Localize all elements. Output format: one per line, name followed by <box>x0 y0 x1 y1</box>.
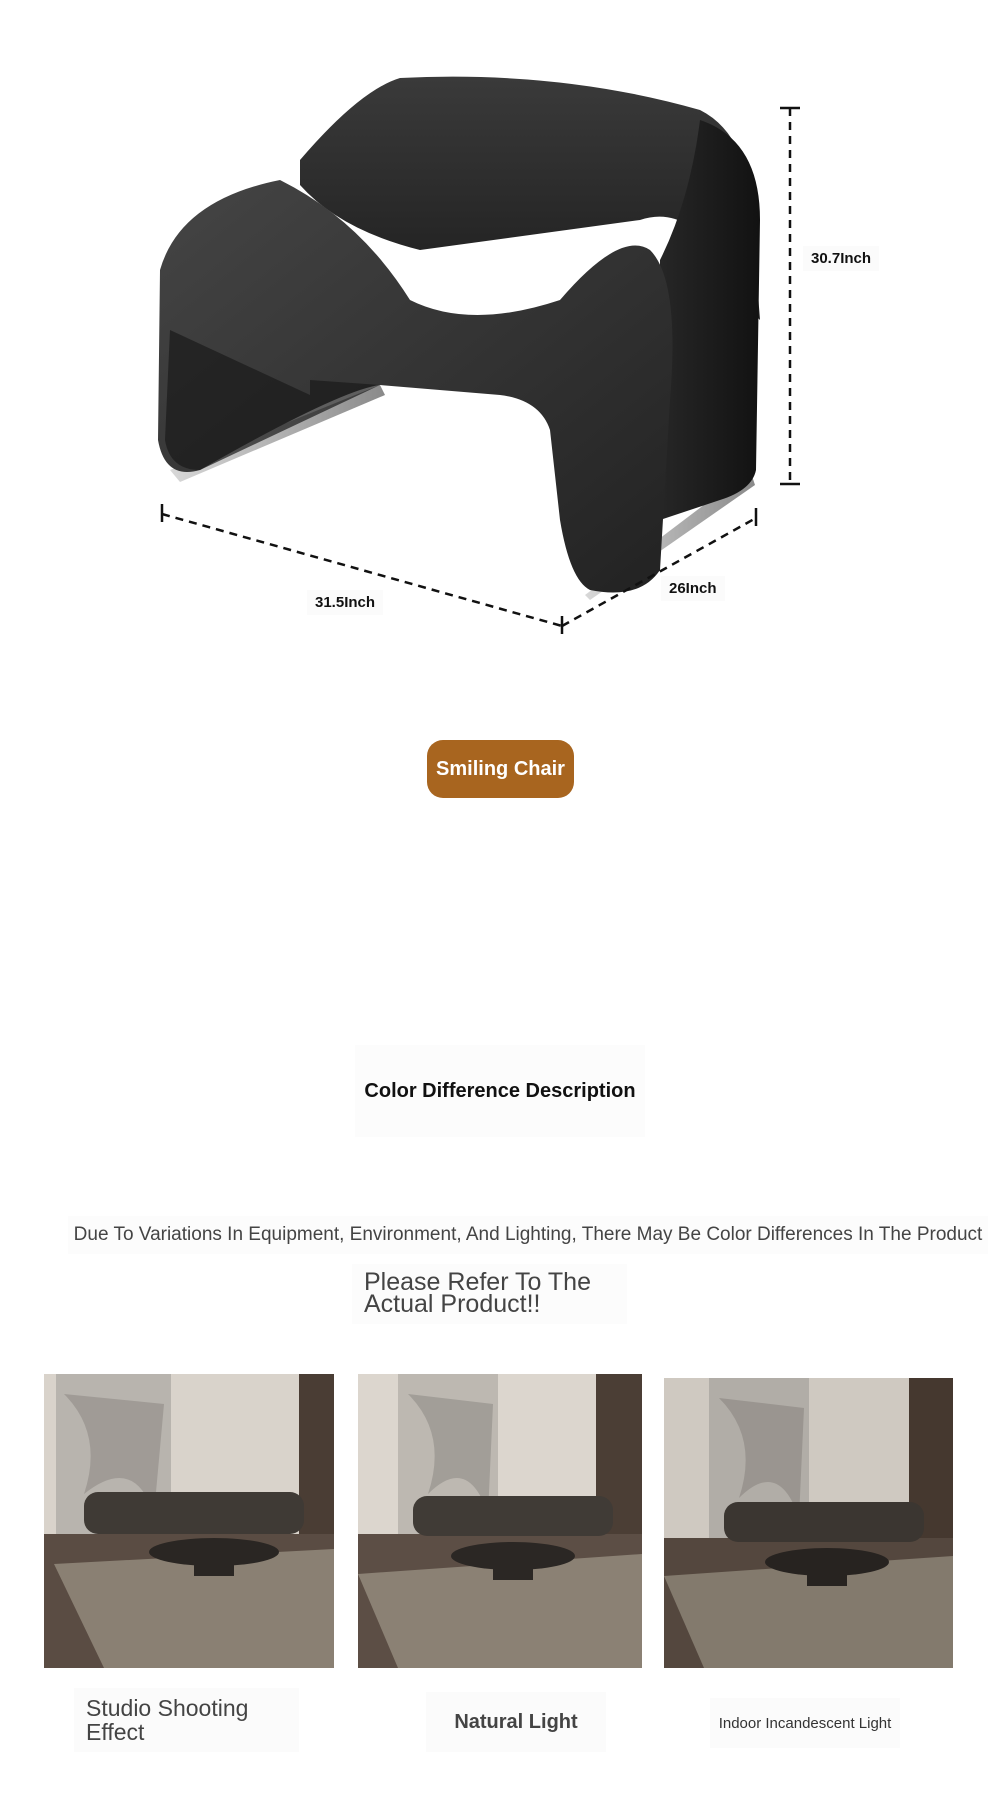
caption-incandescent <box>710 1698 900 1748</box>
height-label: 30.7Inch <box>803 246 879 271</box>
room-photo-incandescent <box>664 1378 953 1668</box>
depth-label: 26Inch <box>661 576 725 601</box>
refer-notice: Please Refer To The Actual Product!! <box>364 1268 591 1318</box>
product-dimension-image <box>0 0 1000 660</box>
room-photo-studio <box>44 1374 334 1668</box>
room-photo-natural <box>358 1374 642 1668</box>
caption-incandescent-text: Indoor Incandescent Light <box>718 1714 892 1732</box>
caption-studio <box>74 1688 299 1752</box>
color-difference-title: Color Difference Description <box>355 1045 645 1137</box>
width-label: 31.5Inch <box>307 590 383 615</box>
caption-natural-text: Natural Light <box>454 1710 578 1733</box>
caption-natural <box>426 1692 606 1752</box>
color-difference-description: Due To Variations In Equipment, Environment, And Lighting, There May Be Color Differences In The Product <box>68 1216 988 1254</box>
chair-illustration <box>0 0 1000 660</box>
caption-studio-text: Studio Shooting Effect <box>86 1695 249 1745</box>
product-name-badge: Smiling Chair <box>427 740 574 798</box>
